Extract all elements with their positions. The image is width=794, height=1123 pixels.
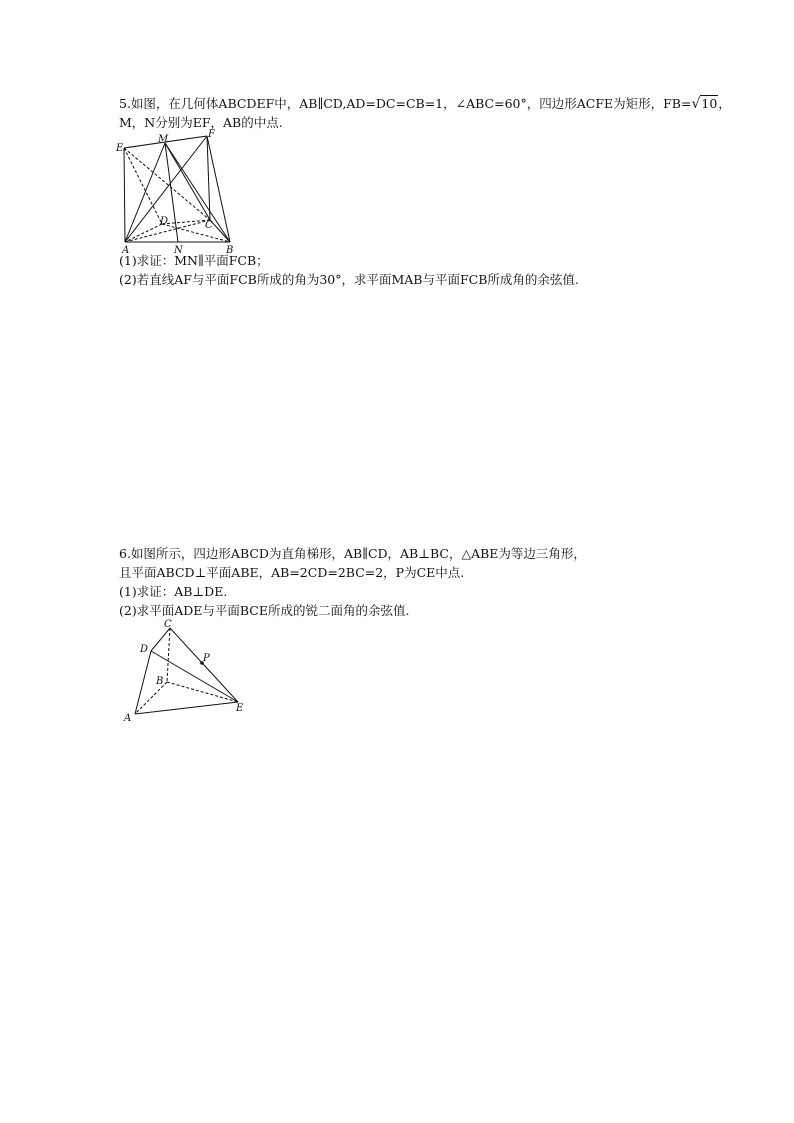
edge-DA <box>125 224 162 242</box>
edge-CE <box>170 628 238 702</box>
problem6-question1: (1)求证：AB⊥DE. <box>119 584 228 599</box>
label-D: D <box>160 216 169 227</box>
edge-EA <box>124 148 125 242</box>
edge-DE <box>151 651 238 702</box>
label-E: E <box>116 143 124 154</box>
problem5-line1 <box>119 96 731 112</box>
edge-CB <box>167 628 170 682</box>
label-D: D <box>140 644 149 655</box>
problem6-figure <box>118 618 258 728</box>
problem5-figure <box>114 129 244 256</box>
edge-DA <box>135 651 151 714</box>
label-C: C <box>164 619 172 630</box>
edge-MA <box>125 143 165 242</box>
edge-AE <box>135 702 238 714</box>
label-A: A <box>124 713 132 724</box>
problem5-line1-mid: ABC=60°，四边形ACFE为矩形，FB= <box>466 96 692 111</box>
problem6-line2: 且平面ABCD⊥平面ABE，AB=2CD=2BC=2，P为CE中点. <box>119 565 465 580</box>
label-B: B <box>156 676 164 687</box>
label-P: P <box>203 653 210 664</box>
edge-CB <box>210 220 230 242</box>
label-E: E <box>236 703 244 714</box>
sqrt-radicand: 10 <box>701 96 718 111</box>
label-F: F <box>208 129 215 140</box>
problem5-line2: M，N分别为EF，AB的中点. <box>119 115 283 130</box>
problem5-line1-after: ， <box>718 96 731 111</box>
problem6-question2: (2)求平面ADE与平面BCE所成的锐二面角的余弦值. <box>119 603 410 618</box>
problem6-line1: 6.如图所示，四边形ABCD为直角梯形，AB∥CD，AB⊥BC，△ABE为等边三角形， <box>119 546 586 561</box>
edge-BE <box>167 682 238 702</box>
radical-icon: √ <box>691 96 701 112</box>
label-N: N <box>174 245 183 256</box>
sqrt-expression <box>691 96 718 112</box>
label-M: M <box>158 134 169 145</box>
label-A: A <box>122 245 130 256</box>
label-B: B <box>226 245 234 256</box>
problem5-line1-before: 5.如图，在几何体ABCDEF中，AB∥CD,AD=DC=CB=1， <box>119 96 456 111</box>
edge-MN <box>165 143 178 242</box>
edge-MB <box>165 143 230 242</box>
edge-DC <box>151 628 170 651</box>
angle-symbol: ∠ <box>455 96 467 111</box>
label-C: C <box>205 220 213 231</box>
edge-ED <box>124 148 162 224</box>
problem5-question1: (1)求证：MN∥平面FCB； <box>119 253 269 268</box>
problem5-question2: (2)若直线AF与平面FCB所成的角为30°，求平面MAB与平面FCB所成角的余弦值. <box>119 272 579 287</box>
